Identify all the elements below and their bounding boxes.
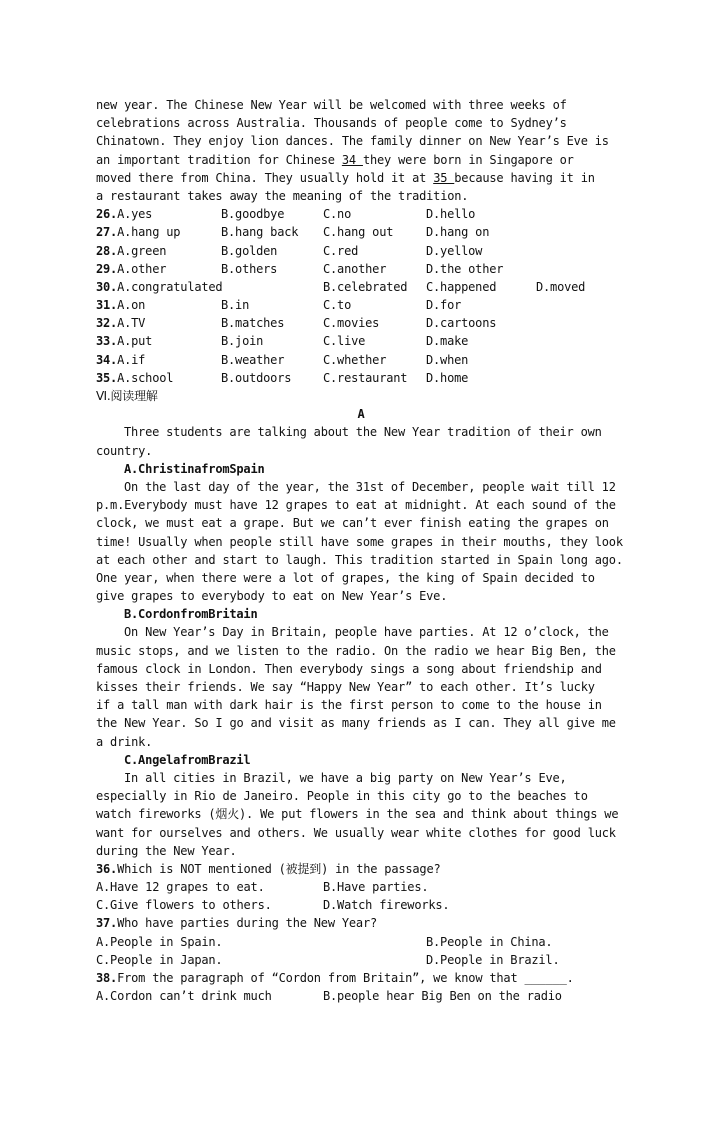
question-number: 31. bbox=[96, 298, 118, 313]
option-a: A.put bbox=[117, 334, 153, 349]
brazil-line-4: want for ourselves and others. We usually wear white clothes for good luck bbox=[96, 825, 616, 840]
question-37-options-2 bbox=[96, 951, 626, 969]
option-a: A.Cordon can’t drink much bbox=[96, 989, 272, 1004]
brazil-line-5: during the New Year. bbox=[96, 843, 237, 858]
option-a: A.TV bbox=[117, 316, 146, 331]
intro-line-1: Three students are talking about the New Year tradition of their own bbox=[124, 425, 602, 440]
option-c: C.People in Japan. bbox=[96, 952, 223, 967]
option-a: A.school bbox=[117, 370, 174, 385]
question-36-options-1 bbox=[96, 878, 626, 896]
para1-line-1: new year. The Chinese New Year will be welcomed with three weeks of bbox=[96, 98, 567, 112]
option-d: D.moved bbox=[536, 279, 586, 294]
question-number: 29. bbox=[96, 261, 118, 276]
option-b: B.hang back bbox=[221, 225, 299, 240]
britain-line-4: kisses their friends. We say “Happy New Year” to each other. It’s lucky bbox=[96, 680, 595, 694]
cloze-row-34 bbox=[96, 351, 626, 369]
option-a: A.on bbox=[117, 298, 146, 313]
intro-line-2: country. bbox=[96, 443, 153, 458]
question-number: 36. bbox=[96, 861, 118, 876]
option-c: C.to bbox=[323, 298, 352, 313]
option-c: C.whether bbox=[323, 352, 387, 367]
question-text: Who have parties during the New Year? bbox=[117, 916, 377, 931]
spain-line-3: clock, we must eat a grape. But we can’t ever finish eating the grapes on bbox=[96, 516, 609, 531]
option-b: B.others bbox=[221, 261, 278, 276]
option-d: D.Watch fireworks. bbox=[323, 898, 450, 913]
option-c: C.live bbox=[323, 334, 366, 349]
spain-line-5: at each other and start to laugh. This tradition started in Spain long ago. bbox=[96, 552, 623, 567]
option-b: B.join bbox=[221, 334, 264, 349]
cloze-row-29 bbox=[96, 260, 626, 278]
question-number: 38. bbox=[96, 971, 118, 985]
cloze-row-30 bbox=[96, 278, 626, 296]
passage-label: A bbox=[357, 407, 365, 422]
question-number: 28. bbox=[96, 243, 118, 258]
question-number: 30. bbox=[96, 279, 118, 294]
question-text: Which is NOT mentioned (被提到) in the passage? bbox=[117, 861, 441, 876]
para1-line-5 bbox=[96, 169, 626, 187]
heading-brazil: C.AngelafromBrazil bbox=[124, 752, 251, 767]
option-d: D.People in Brazil. bbox=[426, 952, 560, 967]
option-b: B.in bbox=[221, 298, 250, 313]
blank-34: 34 bbox=[341, 152, 363, 167]
britain-line-3: famous clock in London. Then everybody sings a song about friendship and bbox=[96, 661, 602, 676]
question-number: 35. bbox=[96, 370, 118, 385]
britain-line-7: a drink. bbox=[96, 734, 153, 749]
option-c: C.movies bbox=[323, 316, 380, 331]
spain-line-4: time! Usually when people still have some grapes in their mouths, they look bbox=[96, 534, 623, 549]
para1-line-3: Chinatown. They enjoy lion dances. The family dinner on New Year’s Eve is bbox=[96, 134, 609, 149]
cloze-row-31 bbox=[96, 296, 626, 314]
option-d: D.make bbox=[426, 334, 469, 349]
para1-line-6: a restaurant takes away the meaning of the tradition. bbox=[96, 188, 469, 203]
cloze-options bbox=[96, 205, 626, 387]
question-number: 32. bbox=[96, 316, 118, 331]
text: moved there from China. They usually hold it at bbox=[96, 170, 434, 185]
option-c: C.happened bbox=[426, 279, 497, 294]
question-36-stem bbox=[96, 860, 626, 878]
cloze-row-33 bbox=[96, 332, 626, 350]
question-36-options-2 bbox=[96, 896, 626, 914]
cloze-row-27 bbox=[96, 223, 626, 241]
britain-line-1: On New Year’s Day in Britain, people have parties. At 12 o’clock, the bbox=[124, 625, 609, 640]
heading-spain: A.ChristinafromSpain bbox=[124, 461, 265, 476]
question-number: 34. bbox=[96, 352, 118, 367]
cloze-row-28 bbox=[96, 242, 626, 260]
document-page bbox=[96, 96, 626, 1005]
heading-britain: B.CordonfromBritain bbox=[124, 607, 258, 622]
option-a: A.hang up bbox=[117, 225, 181, 240]
option-b: B.celebrated bbox=[323, 279, 408, 294]
option-b: B.golden bbox=[221, 243, 278, 258]
option-d: D.when bbox=[426, 352, 469, 367]
option-d: D.the other bbox=[426, 261, 504, 276]
option-a: A.yes bbox=[117, 207, 153, 222]
text: because having it in bbox=[454, 170, 595, 185]
option-c: C.red bbox=[323, 243, 359, 258]
section-title: Ⅵ.阅读理解 bbox=[96, 389, 158, 403]
britain-line-6: the New Year. So I go and visit as many friends as I can. They all give me bbox=[96, 716, 616, 731]
para1-line-4 bbox=[96, 151, 626, 169]
option-a: A.green bbox=[117, 243, 167, 258]
cloze-row-32 bbox=[96, 314, 626, 332]
option-b: B.outdoors bbox=[221, 370, 292, 385]
option-d: D.hang on bbox=[426, 225, 490, 240]
question-37-stem bbox=[96, 914, 626, 932]
option-a: A.if bbox=[117, 352, 146, 367]
spain-line-1: On the last day of the year, the 31st of December, people wait till 12 bbox=[124, 479, 616, 494]
option-a: A.congratulated bbox=[117, 279, 223, 294]
spain-line-2: p.m.Everybody must have 12 grapes to eat at midnight. At each sound of the bbox=[96, 498, 616, 513]
option-d: D.for bbox=[426, 298, 462, 313]
question-number: 27. bbox=[96, 225, 118, 240]
option-c: C.Give flowers to others. bbox=[96, 898, 272, 913]
option-b: B.Have parties. bbox=[323, 880, 429, 895]
option-a: A.Have 12 grapes to eat. bbox=[96, 880, 265, 895]
option-a: A.other bbox=[117, 261, 167, 276]
option-b: B.matches bbox=[221, 316, 285, 331]
question-text: From the paragraph of “Cordon from Britain”, we know that ______. bbox=[117, 971, 574, 985]
cloze-row-26 bbox=[96, 205, 626, 223]
spain-line-6: One year, when there were a lot of grapes, the king of Spain decided to bbox=[96, 570, 595, 585]
option-b: B.weather bbox=[221, 352, 285, 367]
option-d: D.cartoons bbox=[426, 316, 497, 331]
brazil-line-2: especially in Rio de Janeiro. People in this city go to the beaches to bbox=[96, 789, 588, 804]
option-c: C.another bbox=[323, 261, 387, 276]
option-b: B.People in China. bbox=[426, 934, 553, 949]
question-number: 33. bbox=[96, 334, 118, 349]
option-c: C.hang out bbox=[323, 225, 394, 240]
option-d: D.home bbox=[426, 370, 469, 385]
text: they were born in Singapore or bbox=[362, 152, 574, 167]
para1-line-2: celebrations across Australia. Thousands of people come to Sydney’s bbox=[96, 116, 567, 131]
option-d: D.hello bbox=[426, 207, 476, 222]
cloze-row-35 bbox=[96, 369, 626, 387]
brazil-line-1: In all cities in Brazil, we have a big party on New Year’s Eve, bbox=[124, 770, 567, 785]
option-a: A.People in Spain. bbox=[96, 934, 223, 949]
blank-35: 35 bbox=[433, 170, 455, 185]
option-c: C.restaurant bbox=[323, 370, 408, 385]
britain-line-5: if a tall man with dark hair is the first person to come to the house in bbox=[96, 698, 602, 713]
brazil-line-3: watch fireworks (烟火). We put flowers in the sea and think about things we bbox=[96, 807, 619, 822]
question-38-options-1 bbox=[96, 987, 626, 1005]
question-38-stem bbox=[96, 969, 626, 987]
option-d: D.yellow bbox=[426, 243, 483, 258]
britain-line-2: music stops, and we listen to the radio. On the radio we hear Big Ben, the bbox=[96, 643, 616, 658]
text: an important tradition for Chinese bbox=[96, 152, 342, 167]
question-number: 26. bbox=[96, 207, 118, 222]
option-b: B.goodbye bbox=[221, 207, 285, 222]
spain-line-7: give grapes to everybody to eat on New Year’s Eve. bbox=[96, 589, 448, 604]
option-c: C.no bbox=[323, 207, 352, 222]
option-b: B.people hear Big Ben on the radio bbox=[323, 989, 562, 1004]
question-number: 37. bbox=[96, 916, 118, 931]
question-37-options-1 bbox=[96, 933, 626, 951]
